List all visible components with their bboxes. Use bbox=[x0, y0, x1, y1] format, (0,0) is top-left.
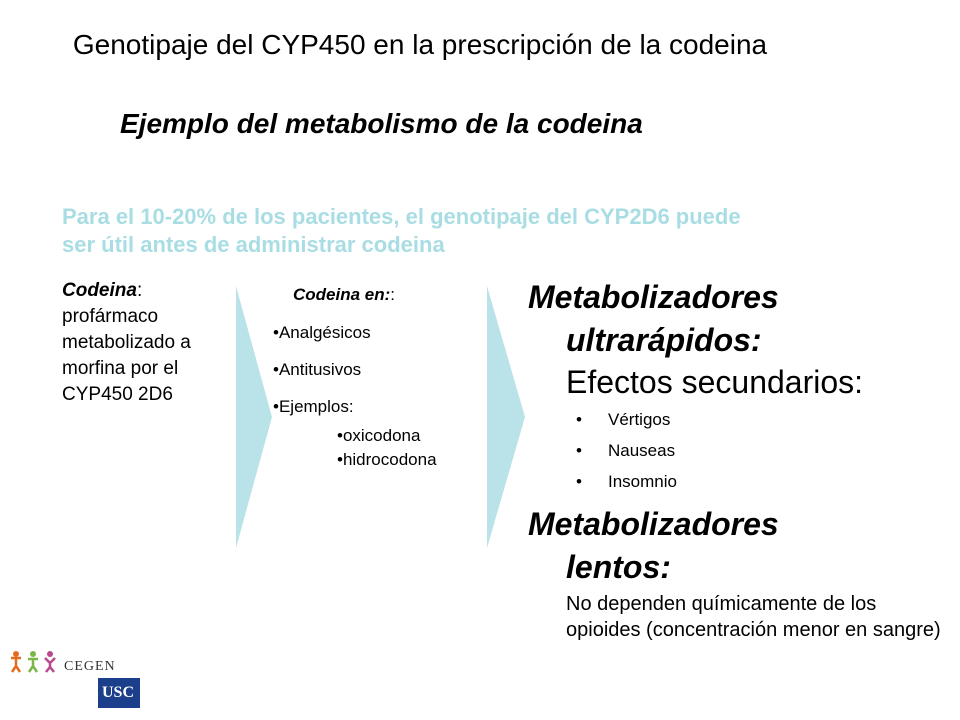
chevron-arrow-2-icon bbox=[487, 286, 527, 548]
codeine-description-text: : profármaco metabolizado a morfina por el CYP450 2D6 bbox=[62, 280, 191, 405]
slow-metabolizers-colon: : bbox=[660, 549, 671, 585]
codeine-uses-label: Codeina en: bbox=[293, 285, 391, 304]
cegen-logo: CEGEN bbox=[64, 659, 116, 674]
highlight-text bbox=[62, 203, 922, 259]
slow-metabolizers-title-line2 bbox=[528, 545, 948, 589]
codeine-uses-heading bbox=[293, 285, 493, 305]
cegen-figures-icon bbox=[11, 651, 55, 672]
slow-metabolizers-title-word: lentos bbox=[566, 549, 661, 585]
list-subitem: •oxicodona bbox=[337, 426, 421, 445]
slide-subtitle: Ejemplo del metabolismo de la codeina bbox=[120, 108, 643, 139]
list-item: •Ejemplos: bbox=[273, 397, 354, 416]
fast-metabolizers-title-line2 bbox=[528, 318, 948, 362]
fast-metabolizers-title-word: ultrarápidos bbox=[566, 322, 751, 358]
slow-metabolizers-text: No dependen químicamente de los opioides (concentración menor en sangre) bbox=[566, 593, 941, 641]
slow-metabolizers-title: Metabolizadores bbox=[528, 506, 779, 542]
side-effects-heading: Efectos secundarios: bbox=[566, 364, 864, 400]
slide-title bbox=[60, 26, 780, 64]
codeine-label: Codeina bbox=[62, 280, 137, 301]
highlight-line-2: ser útil antes de administrar codeina bbox=[62, 232, 445, 257]
side-effects-list bbox=[528, 410, 948, 492]
metabolizers-section bbox=[528, 276, 948, 643]
logos bbox=[8, 648, 168, 712]
list-item: •Analgésicos bbox=[273, 323, 371, 342]
list-subitem: •hidrocodona bbox=[337, 450, 437, 469]
fast-metabolizers-colon: : bbox=[750, 322, 762, 358]
list-item: • Insomnio bbox=[576, 472, 948, 492]
usc-logo: USC bbox=[102, 684, 135, 701]
list-item: • Vértigos bbox=[576, 410, 948, 430]
codeine-uses-colon: : bbox=[390, 285, 396, 304]
list-item: • Nauseas bbox=[576, 441, 948, 461]
title-text: Genotipaje del CYP450 en la prescripción de la codeina bbox=[72, 29, 768, 60]
codeine-description bbox=[62, 278, 222, 408]
list-item: •Antitusivos bbox=[273, 360, 362, 379]
codeine-uses bbox=[273, 285, 493, 482]
fast-metabolizers-title: Metabolizadores bbox=[528, 279, 779, 315]
chevron-arrow-1-icon bbox=[236, 286, 274, 548]
highlight-line-1: Para el 10-20% de los pacientes, el genotipaje del CYP2D6 puede bbox=[62, 204, 741, 229]
